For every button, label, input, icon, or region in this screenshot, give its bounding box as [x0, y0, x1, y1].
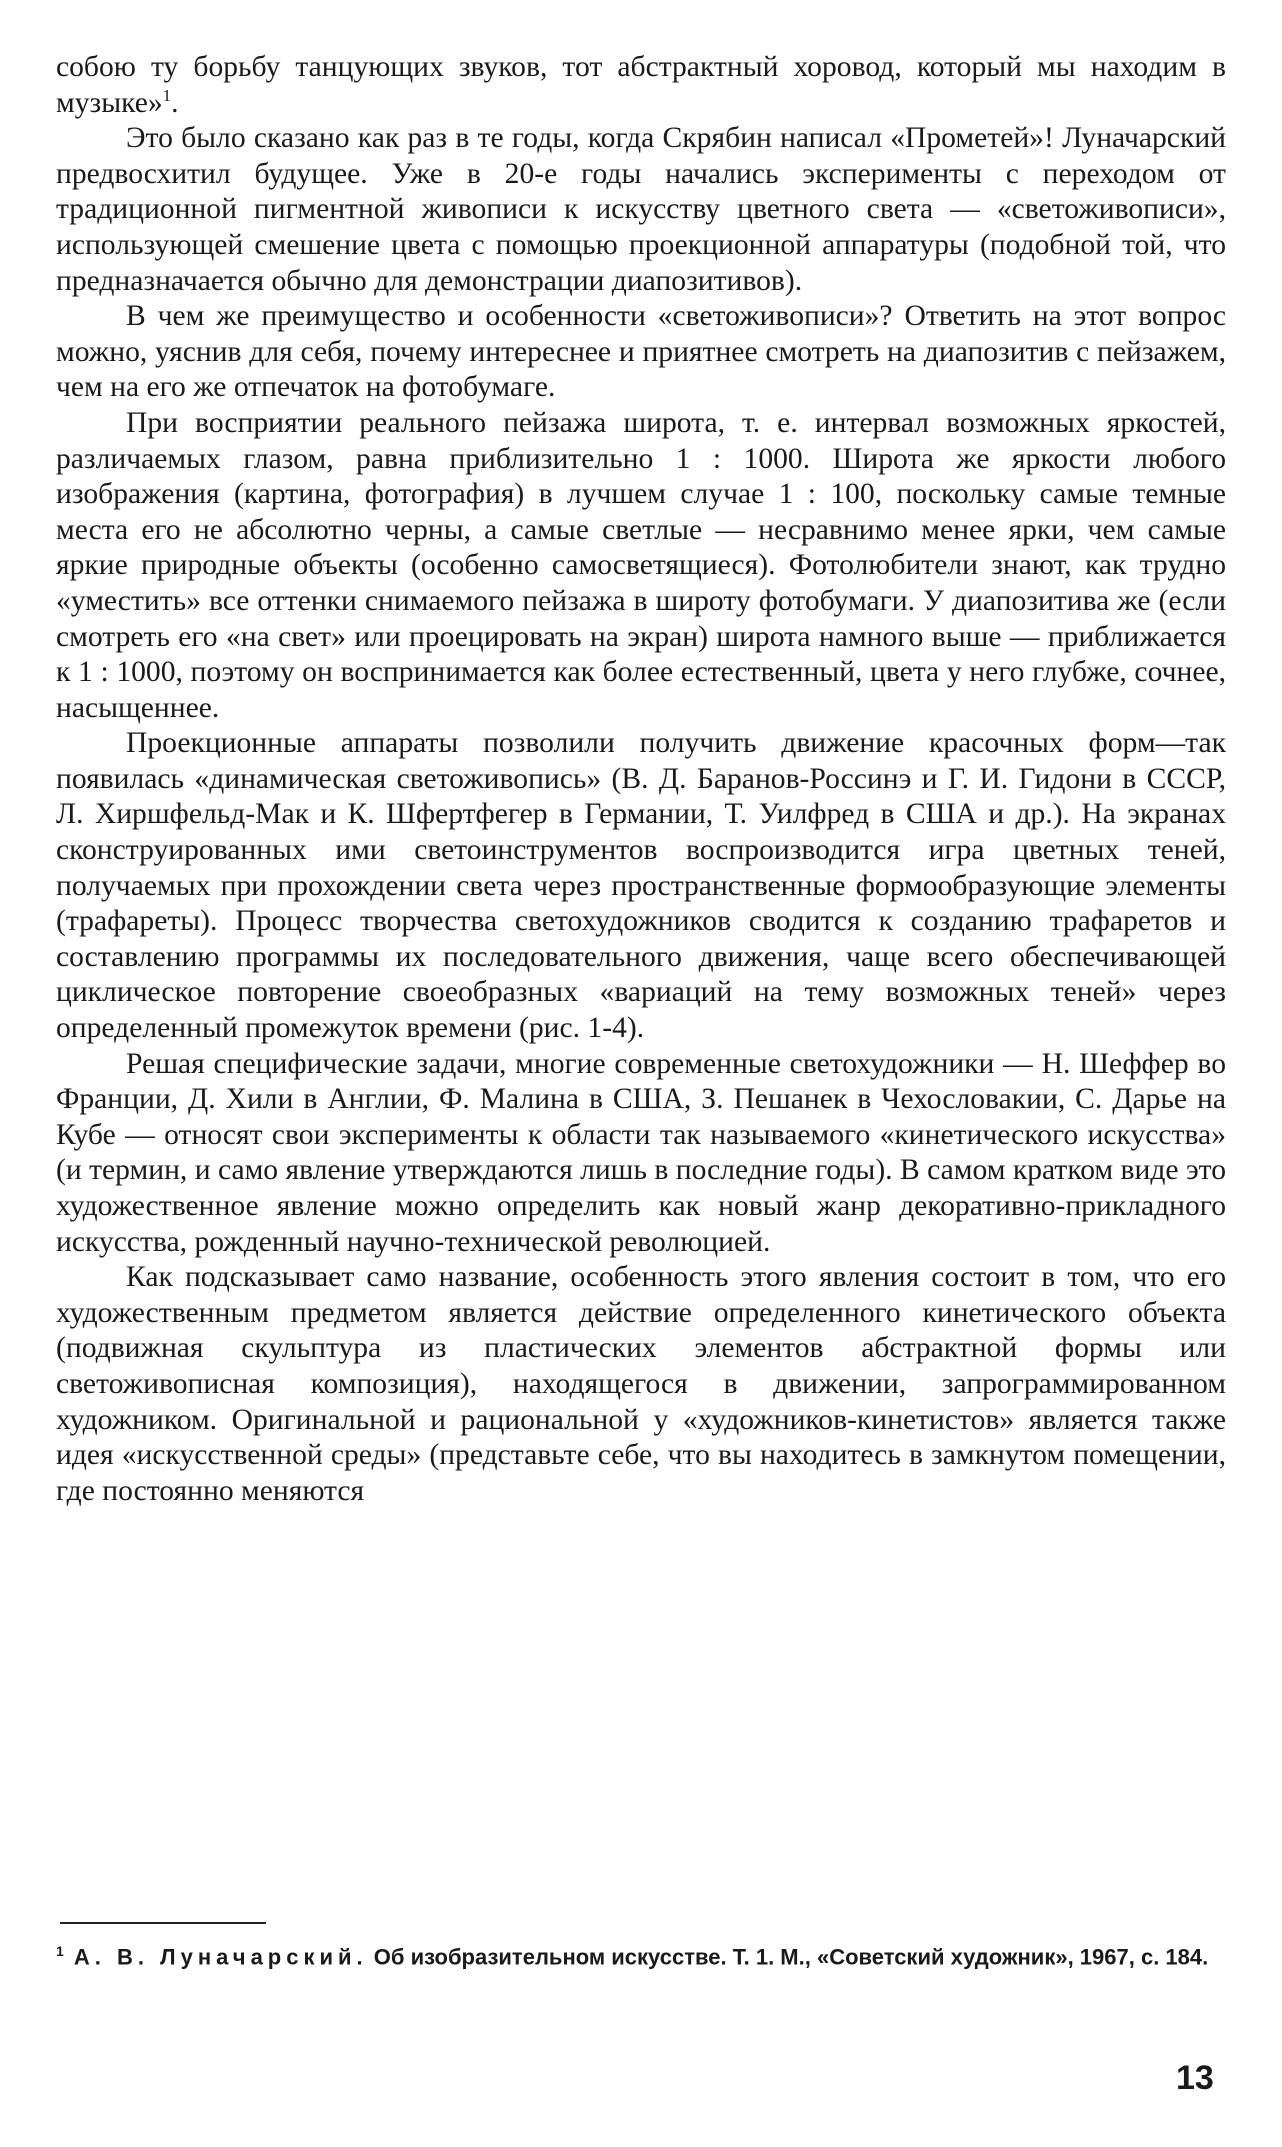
paragraph-artificial-environment: Как подсказывает само название, особенность этого явления состоит в том, что его художественным предметом является действие определенного кинетического объекта (подвижная скульптура из пластических элементов абстрактной формы или светоживописная композиция), находящегося в движении, запрограммированном художником. Оригинальной и рациональной у «художников-кинетистов» является также идея «искусственной среды» (представьте себе, что вы находитесь в замкнутом помещении, где постоянно меняются [56, 1261, 1226, 1507]
footnote-reference: 1 [162, 85, 172, 105]
paragraph-continuation-text: собою ту борьбу танцующих звуков, тот абстрактный хоровод, который мы находим в музыке» [56, 51, 1226, 119]
paragraph-continuation-end: . [171, 86, 179, 119]
footnote-divider [60, 1922, 266, 1924]
footnote-author: А. В. Луначарский. [73, 1944, 368, 1970]
paragraph-prometheus: Это было сказано как раз в те годы, когда Скрябин написал «Прометей»! Луначарский предвосхитил будущее. Уже в 20-е годы начались эксперименты с переходом от традиционной пигментной живописи к искусству цветного света — «светоживописи», использующей смешение цвета с помощью проекционной аппаратуры (подобной той, что предназначается обычно для демонстрации диапозитивов). [56, 122, 1226, 297]
paragraph-brightness-latitude: При восприятии реального пейзажа широта, т. е. интервал возможных яркостей, различаемых глазом, равна приблизительно 1 : 1000. Широта же яркости любого изображения (картина, фотография) в лучшем случае 1 : 100, поскольку самые темные места его не абсолютно черны, а самые светлые — несравнимо менее ярки, чем самые яркие природные объекты (особенно самосветящиеся). Фотолюбители знают, как трудно «уместить» все оттенки снимаемого пейзажа в широту фотобумаги. У диапозитива же (если смотреть его «на свет» или проецировать на экран) широта намного выше — приближается к 1 : 1000, поэтому он воспринимается как более естественный, цвета у него глубже, сочнее, насыщеннее. [56, 406, 1226, 724]
paragraph-advantages-question: В чем же преимущество и особенности «светоживописи»? Ответить на этот вопрос можно, уяснив для себя, почему интереснее и приятнее смотреть на диапозитив с пейзажем, чем на его же отпечаток на фотобумаге. [56, 300, 1226, 404]
page-body [56, 50, 1226, 1509]
footnote [56, 1937, 1226, 1971]
page-number: 13 [1176, 2059, 1214, 2097]
paragraph-continuation [56, 50, 1226, 121]
paragraph-dynamic-light-painting: Проекционные аппараты позволили получить движение красочных форм—так появилась «динамическая светоживопись» (В. Д. Баранов-Россинэ и Г. И. Гидони в СССР, Л. Хиршфельд-Мак и К. Шфертфегер в Германии, Т. Уилфред в США и др.). На экранах сконструированных ими светоинструментов воспроизводится игра цветных теней, получаемых при прохождении света через пространственные формообразующие элементы (трафареты). Процесс творчества светохудожников сводится к созданию трафаретов и составлению программы их последовательного движения, чаще всего обеспечивающей циклическое повторение своеобразных «вариаций на тему возможных теней» через определенный промежуток времени (рис. 1-4). [56, 727, 1226, 1045]
footnote-mark: 1 [56, 1943, 64, 1959]
footnote-text: Об изобразительном искусстве. Т. 1. М., «Советский художник», 1967, с. 184. [373, 1944, 1209, 1970]
paragraph-kinetic-art: Решая специфические задачи, многие современные светохудожники — Н. Шеффер во Франции, Д. Хили в Англии, Ф. Малина в США, З. Пешанек в Чехословакии, С. Дарье на Кубе — относят свои эксперименты к области так называемого «кинетического искусства» (и термин, и само явление утверждаются лишь в последние годы). В самом кратком виде это художественное явление можно определить как новый жанр декоративно-прикладного искусства, рожденный научно-технической революцией. [56, 1047, 1226, 1258]
